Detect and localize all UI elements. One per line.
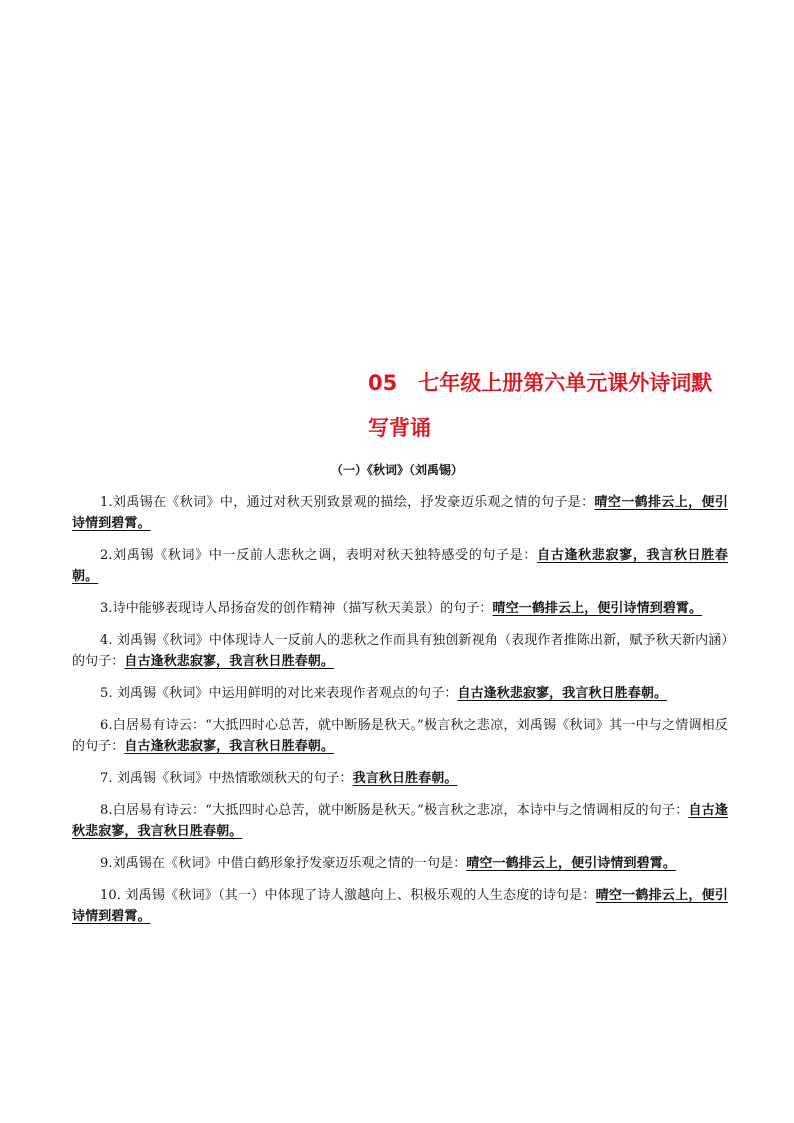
question-text: 5. 刘禹锡《秋词》中运用鲜明的对比来表现作者观点的句子： [100, 686, 458, 701]
question-text: 4. 刘禹锡《秋词》中体现诗人一反前人的悲秋之作而具有独创新视角（表现作者推陈出新，赋予秋天新内涵）的句子： [72, 633, 728, 669]
section-title: （一）《秋词》（刘禹锡） [330, 463, 463, 477]
question-item-6 [72, 715, 728, 757]
answer-text: 自古逢秋悲寂寥，我言秋日胜春朝。 [72, 548, 728, 584]
question-item-3 [72, 598, 728, 619]
answer-text: 晴空一鹤排云上，便引诗情到碧霄。 [72, 495, 728, 531]
answer-text: 自古逢秋悲寂寥，我言秋日胜春朝。 [457, 686, 668, 701]
question-text: 2.刘禹锡《秋词》中一反前人悲秋之调，表明对秋天独特感受的句子是： [100, 548, 538, 563]
question-item-7 [72, 768, 728, 789]
question-item-4 [72, 630, 728, 672]
question-item-10 [72, 885, 728, 927]
question-text: 10. 刘禹锡《秋词》（其一）中体现了诗人激越向上、积极乐观的人生态度的诗句是： [100, 888, 596, 903]
answer-text: 自古逢秋悲寂寥，我言秋日胜春朝。 [124, 739, 335, 754]
question-item-1 [72, 492, 728, 534]
question-text: 7. 刘禹锡《秋词》中热情歌颂秋天的句子： [100, 771, 353, 786]
question-text: 6.白居易有诗云：“大抵四时心总苦，就中断肠是秋天。”极言秋之悲凉，刘禹锡《秋词》其一中与之情调相反的句子： [72, 718, 728, 754]
question-text: 8.白居易有诗云：“大抵四时心总苦，就中断肠是秋天。”极言秋之悲凉，本诗中与之情调相反的句子： [100, 803, 689, 818]
document-title-line-1: 05 七年级上册第六单元课外诗词默 [368, 371, 713, 395]
answer-text: 我言秋日胜春朝。 [352, 771, 458, 786]
question-item-8 [72, 800, 728, 842]
answer-text: 晴空一鹤排云上，便引诗情到碧霄。 [466, 856, 676, 871]
question-item-2 [72, 545, 728, 587]
question-item-9 [72, 853, 728, 874]
answer-text: 晴空一鹤排云上，便引诗情到碧霄。 [72, 888, 728, 924]
question-text: 9.刘禹锡在《秋词》中借白鹤形象抒发豪迈乐观之情的一句是： [100, 856, 467, 871]
question-item-5 [72, 683, 728, 704]
answer-text: 自古逢秋悲寂寥，我言秋日胜春朝。 [124, 654, 335, 669]
answer-text: 晴空一鹤排云上，便引诗情到碧霄。 [492, 601, 703, 616]
question-text: 1.刘禹锡在《秋词》中，通过对秋天别致景观的描绘，抒发豪迈乐观之情的句子是： [100, 495, 595, 510]
question-text: 3.诗中能够表现诗人昂扬奋发的创作精神（描写秋天美景）的句子： [100, 601, 493, 616]
document-title-line-2: 写背诵 [368, 416, 431, 440]
answer-text: 自古逢秋悲寂寥，我言秋日胜春朝。 [72, 803, 728, 839]
question-list [72, 492, 728, 938]
